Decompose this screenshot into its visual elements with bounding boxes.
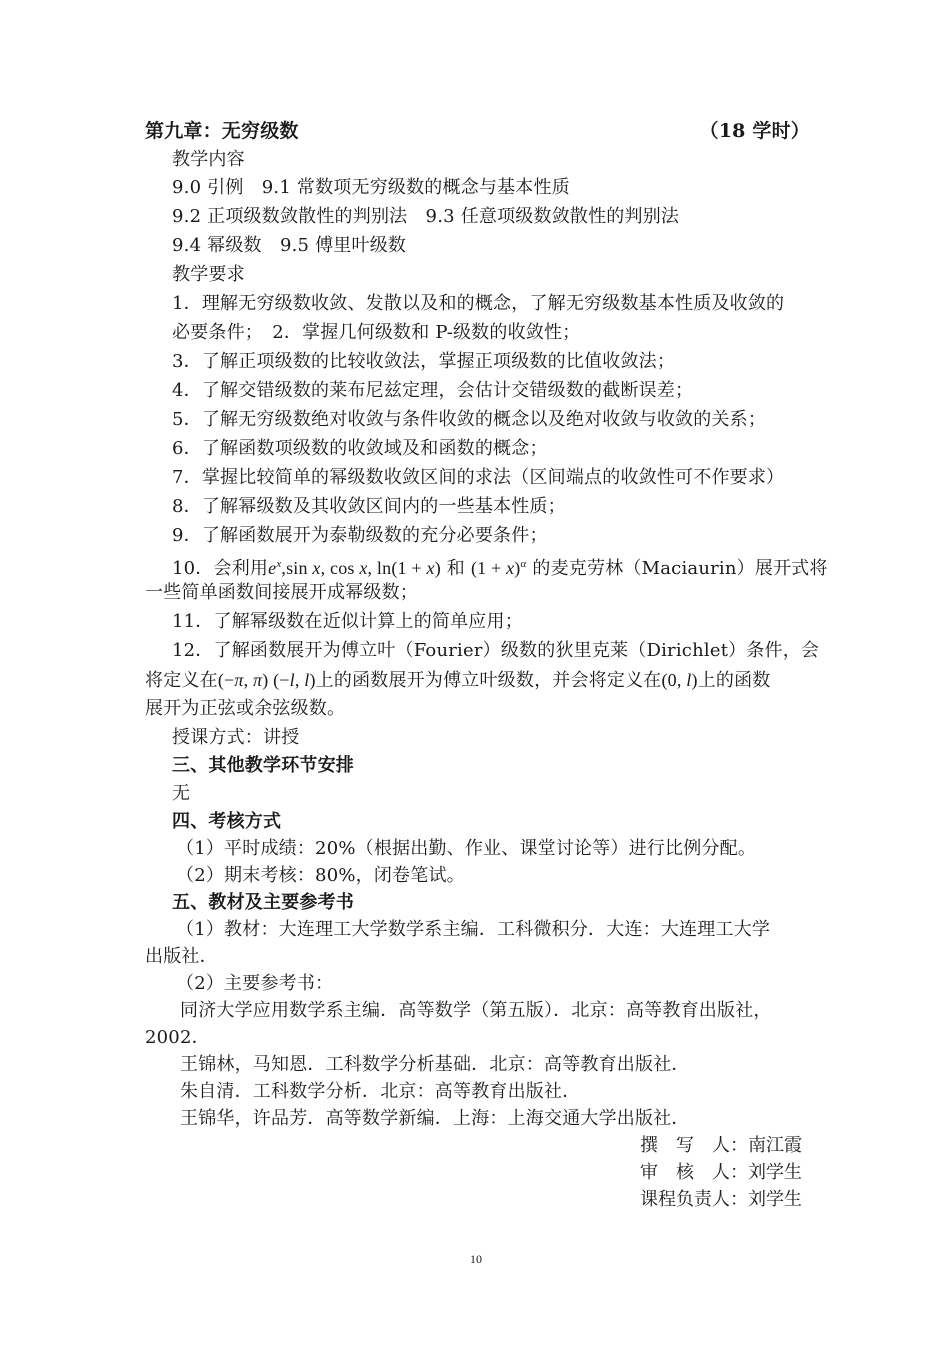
requirement-line: 1．理解无穷级数收敛、发散以及和的概念，了解无穷级数基本性质及收敛的 (172, 293, 785, 314)
assessment-line: （2）期末考核：80%，闭卷笔试。 (176, 865, 465, 886)
requirement-10-lead: 10．会利用 (172, 558, 269, 579)
page-number: 10 (470, 1252, 482, 1266)
chapter-title: 第九章：无穷级数 (145, 120, 299, 142)
formula-interval-pi: (−π, π) (−l, l) (217, 670, 316, 690)
requirement-10-line2: 一些简单函数间接展开成幂级数； (145, 582, 418, 603)
content-line: 9.0 引例 9.1 常数项无穷级数的概念与基本性质 (172, 177, 570, 198)
formula-interval-0l: (0, l) (661, 670, 698, 690)
section3-text: 无 (172, 783, 191, 804)
content-line: 9.2 正项级数敛散性的判别法 9.3 任意项级数敛散性的判别法 (172, 206, 680, 227)
requirement-line: 5．了解无穷级数绝对收敛与条件收敛的概念以及绝对收敛与收敛的关系； (172, 409, 767, 430)
requirement-12-a: 将定义在 (145, 670, 218, 691)
section3-heading: 三、其他教学环节安排 (172, 755, 354, 776)
references-heading: （2）主要参考书： (176, 973, 334, 994)
requirement-line: 7．掌握比较简单的幂级数收敛区间的求法（区间端点的收敛性可不作要求） (172, 467, 785, 488)
requirement-line: 3．了解正项级数的比较收敛法，掌握正项级数的比值收敛法； (172, 351, 676, 372)
signature-role: 审 核 人： (640, 1162, 748, 1183)
formula-exp-sin-cos-ln: $e^x,\sin$ x, cos x, ln(1 + x) (268, 558, 441, 578)
requirement-12-line1: 12．了解函数展开为傅立叶（Fourier）级数的狄里克莱（Dirichlet）条件，会 (172, 640, 820, 661)
requirement-12-line2 (145, 668, 771, 693)
content-line: 9.4 幂级数 9.5 傅里叶级数 (172, 235, 407, 256)
reference-1-line1: 同济大学应用数学系主编．高等数学（第五版）．北京：高等教育出版社， (180, 1000, 772, 1021)
requirement-line: 9．了解函数展开为泰勒级数的充分必要条件； (172, 525, 548, 546)
reference-1-line2: 2002． (145, 1027, 210, 1048)
textbook-line1: （1）教材：大连理工大学数学系主编．工科微积分．大连：大连理工大学 (176, 919, 771, 940)
reference-item: 朱自清．工科数学分析．北京：高等教育出版社． (180, 1081, 581, 1102)
requirement-10-tail: 的麦克劳林（Maciaurin）展开式将 (526, 558, 828, 579)
signature-role: 课程负责人： (640, 1189, 748, 1210)
requirement-11: 11．了解幂级数在近似计算上的简单应用； (172, 611, 523, 632)
requirement-12-b: 上的函数展开为傅立叶级数，并会将定义在 (315, 670, 662, 691)
requirement-line: 8．了解幂级数及其收敛区间内的一些基本性质； (172, 496, 566, 517)
signature-reviewer (640, 1161, 802, 1185)
teaching-method: 授课方式：讲授 (172, 727, 300, 748)
section4-heading: 四、考核方式 (172, 811, 282, 832)
content-heading: 教学内容 (172, 149, 245, 170)
requirement-line: 4．了解交错级数的莱布尼兹定理，会估计交错级数的截断误差； (172, 380, 694, 401)
signature-name: 刘学生 (748, 1162, 802, 1183)
requirement-12-line3: 展开为正弦或余弦级数。 (145, 698, 346, 719)
assessment-line: （1）平时成绩：20%（根据出勤、作业、课堂讨论等）进行比例分配。 (176, 838, 757, 859)
signature-name: 刘学生 (748, 1189, 802, 1210)
section5-heading: 五、教材及主要参考书 (172, 892, 354, 913)
signature-course-lead (640, 1188, 802, 1212)
requirement-line: 必要条件； 2．掌握几何级数和 P-级数的收敛性； (172, 322, 581, 343)
chapter-hours: （18 学时） (699, 120, 810, 142)
requirements-heading: 教学要求 (172, 264, 245, 285)
signature-name: 南江霞 (748, 1135, 802, 1156)
requirement-line: 6．了解函数项级数的收敛域及和函数的概念； (172, 438, 548, 459)
textbook-line2: 出版社． (145, 946, 218, 967)
reference-item: 王锦华，许品芳．高等数学新编．上海：上海交通大学出版社． (180, 1108, 690, 1129)
requirement-10 (172, 552, 828, 581)
formula-binomial: $(1 + x)^\alpha$ (470, 558, 527, 578)
requirement-10-middle: 和 (440, 558, 471, 579)
reference-item: 王锦林，马知恩．工科数学分析基础．北京：高等教育出版社． (180, 1054, 690, 1075)
signature-role: 撰 写 人： (640, 1135, 748, 1156)
requirement-12-c: 上的函数 (697, 670, 771, 691)
signature-writer (640, 1134, 802, 1158)
